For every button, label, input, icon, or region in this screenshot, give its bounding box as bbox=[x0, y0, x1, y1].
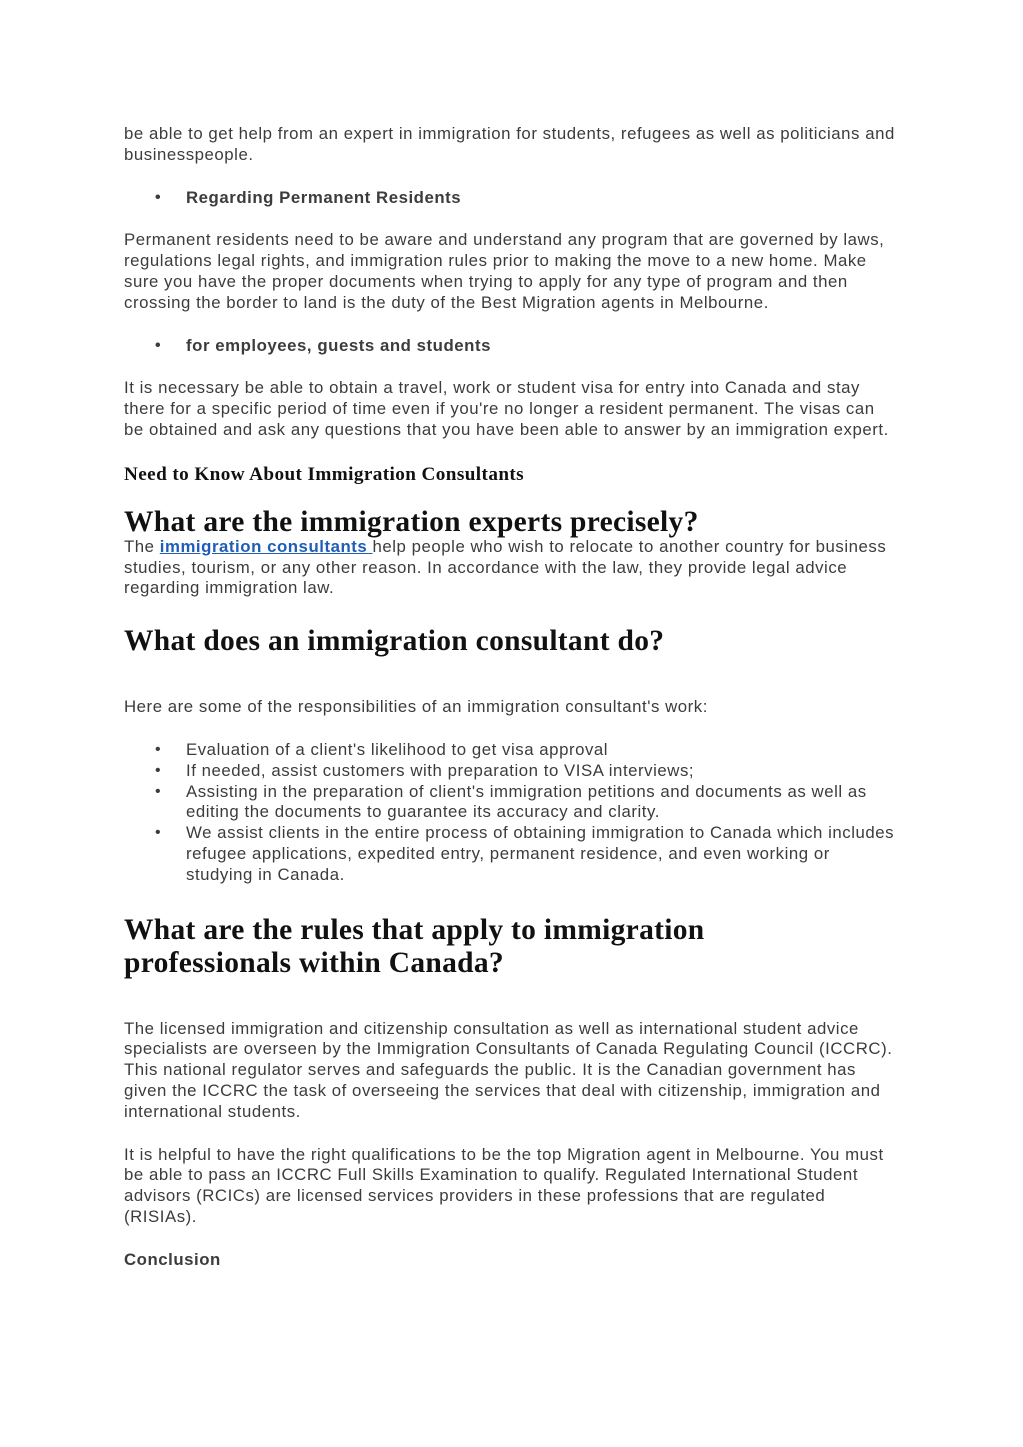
list-item: • Evaluation of a client's likelihood to get visa approval bbox=[124, 740, 899, 761]
responsibilities-intro: Here are some of the responsibilities of an immigration consultant's work: bbox=[124, 697, 708, 717]
intro-paragraph: be able to get help from an expert in immigration for students, refugees as well as politicians and businesspeople. bbox=[124, 124, 895, 164]
permanent-residents-list bbox=[124, 188, 899, 209]
list-item: • We assist clients in the entire process of obtaining immigration to Canada which includes refugee applications, expedited entry, permanent residence, and even working or studying in Canada. bbox=[124, 823, 899, 885]
bullet-permanent-residents: • Regarding Permanent Residents bbox=[124, 188, 899, 209]
immigration-consultants-link[interactable]: immigration consultants bbox=[159, 536, 373, 556]
list-item: • If needed, assist customers with preparation to VISA interviews; bbox=[124, 761, 899, 782]
what-are-experts-paragraph bbox=[124, 537, 899, 599]
paragraph-text-after: help people who wish to relocate to another country for business studies, tourism, or any other reason. In accordance with the law, they provide legal advice regarding immigration law. bbox=[124, 536, 887, 598]
employees-paragraph: It is necessary be able to obtain a travel, work or student visa for entry into Canada and stay there for a specific period of time even if you're no longer a resident permanent. The visas can be obtained and ask any questions that you have been able to answer by an immigration expert. bbox=[124, 378, 889, 439]
paragraph-text-before: The bbox=[124, 536, 160, 556]
rules-paragraph: The licensed immigration and citizenship consultation as well as international student advice specialists are overseen by the Immigration Consultants of Canada Regulating Council (ICCRC). This national regulator serves and safeguards the public. It is the Canadian government has given the ICCRC the task of overseeing the services that deal with citizenship, immigration and international students. bbox=[124, 1018, 893, 1121]
employees-list bbox=[124, 336, 899, 357]
permanent-residents-paragraph: Permanent residents need to be aware and understand any program that are governed by laws, regulations legal rights, and immigration rules prior to making the move to a new home. Make sure you have the proper documents when trying to apply for any type of program and then crossing the border to land is the duty of the Best Migration agents in Melbourne. bbox=[124, 230, 885, 312]
bullet-employees-guests-students: • for employees, guests and students bbox=[124, 336, 899, 357]
list-item: • Assisting in the preparation of client's immigration petitions and documents as well as editing the documents to guarantee its accuracy and clarity. bbox=[124, 782, 899, 824]
heading-rules-immigration-professionals: What are the rules that apply to immigration professionals within Canada? bbox=[124, 913, 705, 979]
document-page bbox=[124, 124, 899, 1271]
heading-what-are-experts: What are the immigration experts precisely? bbox=[124, 505, 699, 538]
qualifications-paragraph: It is helpful to have the right qualifications to be the top Migration agent in Melbourne. You must be able to pass an ICCRC Full Skills Examination to qualify. Regulated International Student advisors (RCICs) are licensed services providers in these professions that are regulated (RISIAs). bbox=[124, 1144, 884, 1226]
responsibilities-list bbox=[124, 740, 899, 886]
conclusion-heading: Conclusion bbox=[124, 1249, 221, 1269]
heading-what-does-consultant-do: What does an immigration consultant do? bbox=[124, 625, 665, 658]
heading-need-to-know: Need to Know About Immigration Consultants bbox=[124, 463, 525, 485]
